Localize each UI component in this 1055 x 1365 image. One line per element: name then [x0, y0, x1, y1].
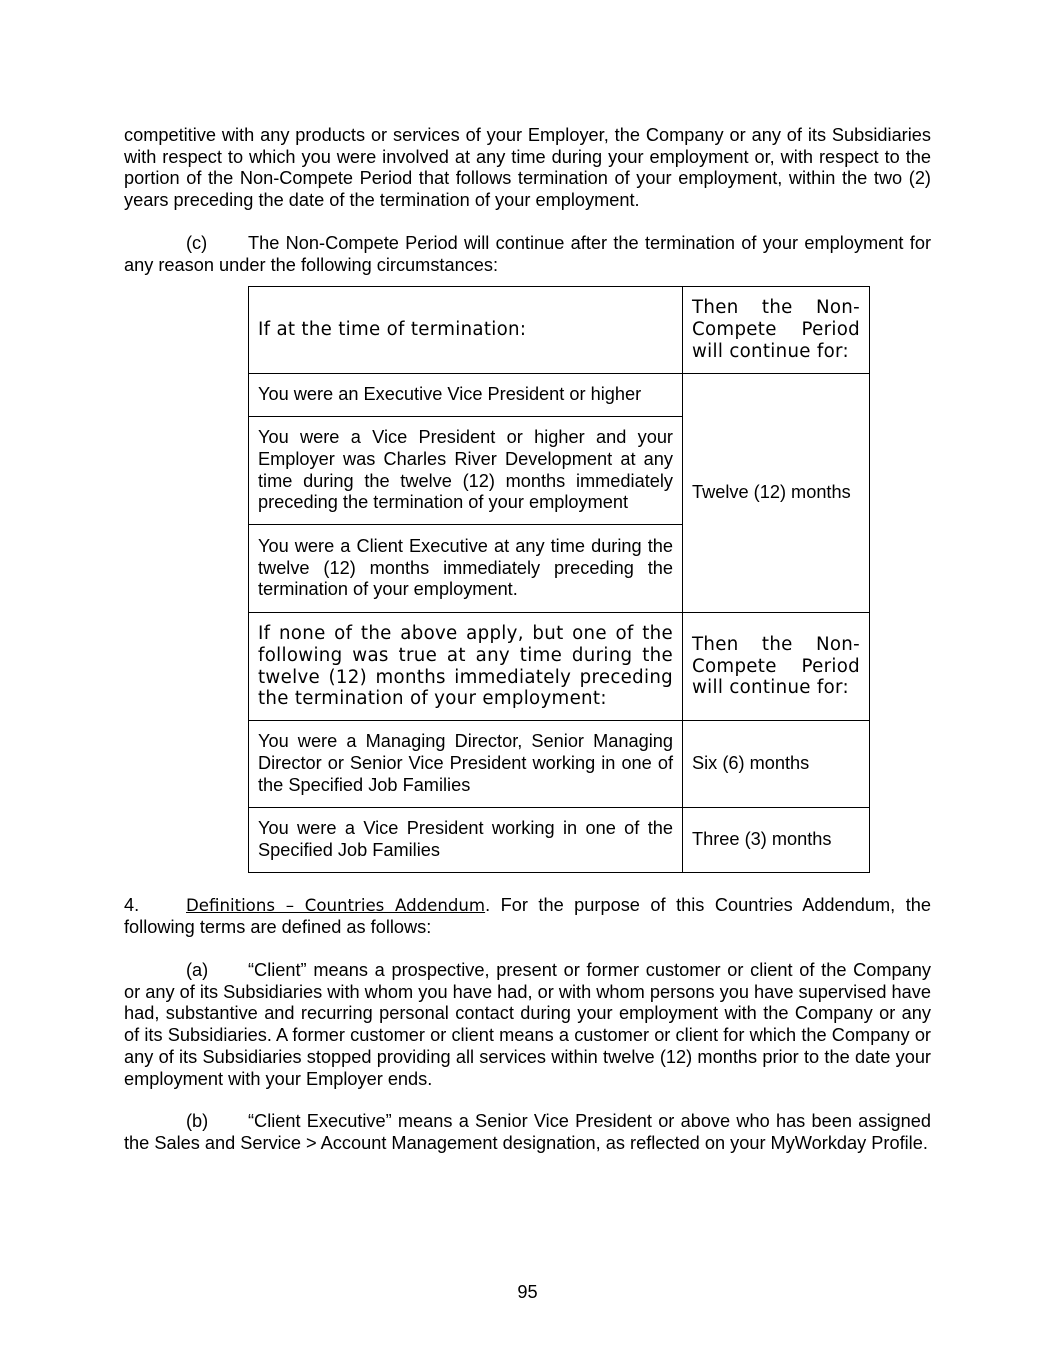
condition-client-executive: You were a Client Executive at any time during the twelve (12) months immediately preceding the termination of your employment.	[249, 525, 683, 613]
section-4-heading: Definitions – Countries Addendum	[186, 896, 486, 915]
paragraph-c-label: (c)	[186, 233, 208, 253]
condition-evp: You were an Executive Vice President or higher	[249, 374, 683, 417]
page-number: 95	[517, 1282, 538, 1302]
paragraph-a-text: “Client” means a prospective, present or former customer or client of the Company or any of its Subsidiaries with whom you have had, or with whom persons you have supervised have had, substantive and recurring personal contact during your employment with the Company or any of its Subsidiaries. A former customer or client means a customer or client for which the Company or any of its Subsidiaries stopped providing all services within twelve (12) months prior to the date your employment with your Employer ends.	[124, 960, 931, 1089]
condition-managing-director: You were a Managing Director, Senior Managing Director or Senior Vice President working in one of the Specified Job Families	[249, 721, 683, 808]
continuation-paragraph: competitive with any products or services of your Employer, the Company or any of its Subsidiaries with respect to which you were involved at any time during your employment or, with respect to the portion of the Non-Compete Period that follows termination of your employment, within the two (2) years preceding the date of the termination of your employment.	[124, 125, 931, 211]
duration-twelve-months: Twelve (12) months	[683, 374, 870, 613]
paragraph-a-label: (a)	[186, 960, 209, 980]
paragraph-c	[124, 233, 931, 276]
header-condition-cell: If at the time of termination:	[249, 287, 683, 374]
table-subheader-row	[249, 613, 870, 721]
table-row	[249, 808, 870, 873]
section-4-paragraph	[124, 895, 931, 938]
paragraph-b	[124, 1111, 931, 1154]
non-compete-table	[248, 286, 870, 873]
subheader-condition-cell: If none of the above apply, but one of the following was true at any time during the twelve (12) months immediately preceding the termination of your employment:	[249, 613, 683, 721]
table-header-row	[249, 287, 870, 374]
condition-vp-crd: You were a Vice President or higher and your Employer was Charles River Development at any time during the twelve (12) months immediately preceding the termination of your employment	[249, 417, 683, 525]
section-4-text: . For the purpose of this Countries Addendum, the following terms are defined as follows:	[124, 895, 931, 937]
header-duration-cell: Then the Non-Compete Period will continue for:	[683, 287, 870, 374]
paragraph-a	[124, 960, 931, 1090]
table-row	[249, 721, 870, 808]
condition-vp-specified: You were a Vice President working in one of the Specified Job Families	[249, 808, 683, 873]
section-4-number: 4.	[124, 895, 140, 915]
duration-six-months: Six (6) months	[683, 721, 870, 808]
paragraph-b-text: “Client Executive” means a Senior Vice President or above who has been assigned the Sales and Service > Account Management designation, as reflected on your MyWorkday Profile.	[124, 1111, 931, 1153]
paragraph-c-text: The Non-Compete Period will continue after the termination of your employment for any reason under the following circumstances:	[124, 233, 931, 275]
subheader-duration-cell: Then the Non-Compete Period will continue for:	[683, 613, 870, 721]
paragraph-b-label: (b)	[186, 1111, 209, 1131]
table-row	[249, 374, 870, 417]
duration-three-months: Three (3) months	[683, 808, 870, 873]
